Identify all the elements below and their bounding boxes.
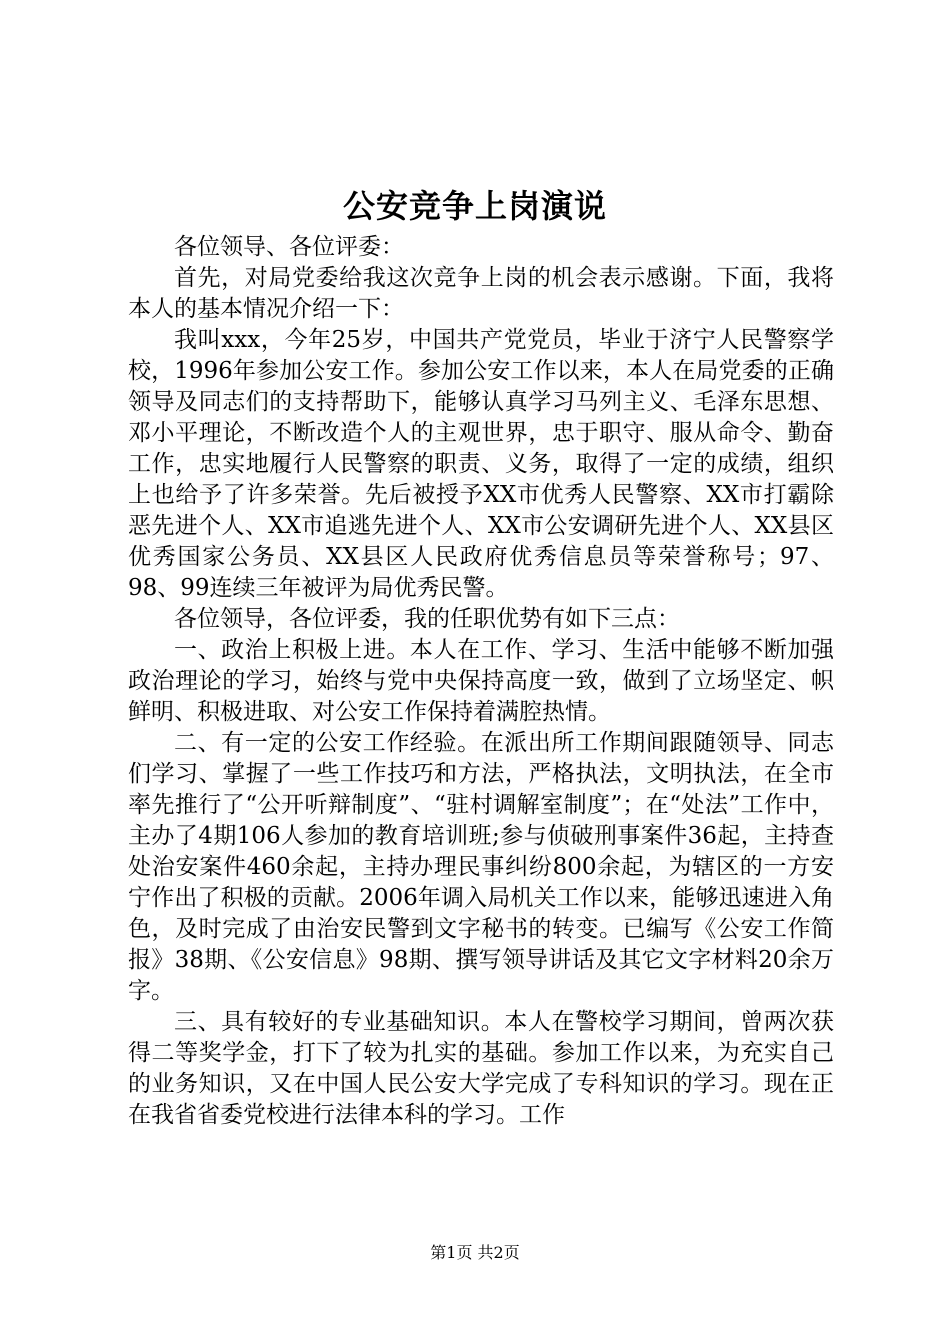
paragraph-salutation: 各位领导、各位评委： (174, 234, 404, 260)
paragraph-advantage-1: 一、政治上积极上进。本人在工作、学习、生活中能够不断加强政治理论的学习，始终与党中央保持高度一致，做到了立场坚定、帜鲜明、积极进取、对公安工作保持着满腔热情。 (128, 637, 834, 725)
paragraph-advantages-intro: 各位领导，各位评委，我的任职优势有如下三点： (174, 606, 680, 632)
paragraph-advantage-3: 三、具有较好的专业基础知识。本人在警校学习期间，曾两次获得二等奖学金，打下了较为扎实的基础。参加工作以来，为充实自己的业务知识，又在中国人民公安大学完成了专科知识的学习。现在正在我省省委党校进行法律本科的学习。工作 (128, 1009, 834, 1128)
paragraph-intro: 首先，对局党委给我这次竞争上岗的机会表示感谢。下面，我将本人的基本情况介绍一下： (128, 265, 834, 322)
document-title: 公安竞争上岗演说 (342, 187, 607, 225)
paragraph-advantage-2: 二、有一定的公安工作经验。在派出所工作期间跟随领导、同志们学习、掌握了一些工作技巧和方法，严格执法，文明执法，在全市率先推行了“公开听辩制度”、“驻村调解室制度”；在“处法”工作中，主办了4期106人参加的教育培训班;参与侦破刑事案件36起，主持查处治安案件460余起，主持办理民事纠纷800余起，为辖区的一方安宁作出了积极的贡献。2006年调入局机关工作以来，能够迅速进入角色，及时完成了由治安民警到文字秘书的转变。已编写《公安工作简报》38期、《公安信息》98期、撰写领导讲话及其它文字材料20余万字。 (128, 730, 834, 1004)
document-body (128, 232, 834, 1131)
paragraph-background: 我叫xxx，今年25岁，中国共产党党员，毕业于济宁人民警察学校，1996年参加公安工作。参加公安工作以来，本人在局党委的正确领导及同志们的支持帮助下，能够认真学习马列主义、毛泽东思想、邓小平理论，不断改造个人的主观世界，忠于职守、服从命令、勤奋工作，忠实地履行人民警察的职责、义务，取得了一定的成绩，组织上也给予了许多荣誉。先后被授予XX市优秀人民警察、XX市打霸除恶先进个人、XX市追逃先进个人、XX市公安调研先进个人、XX县区优秀国家公务员、XX县区人民政府优秀信息员等荣誉称号；97、98、99连续三年被评为局优秀民警。 (128, 327, 834, 601)
page-footer: 第1页 共2页 (430, 1243, 520, 1262)
